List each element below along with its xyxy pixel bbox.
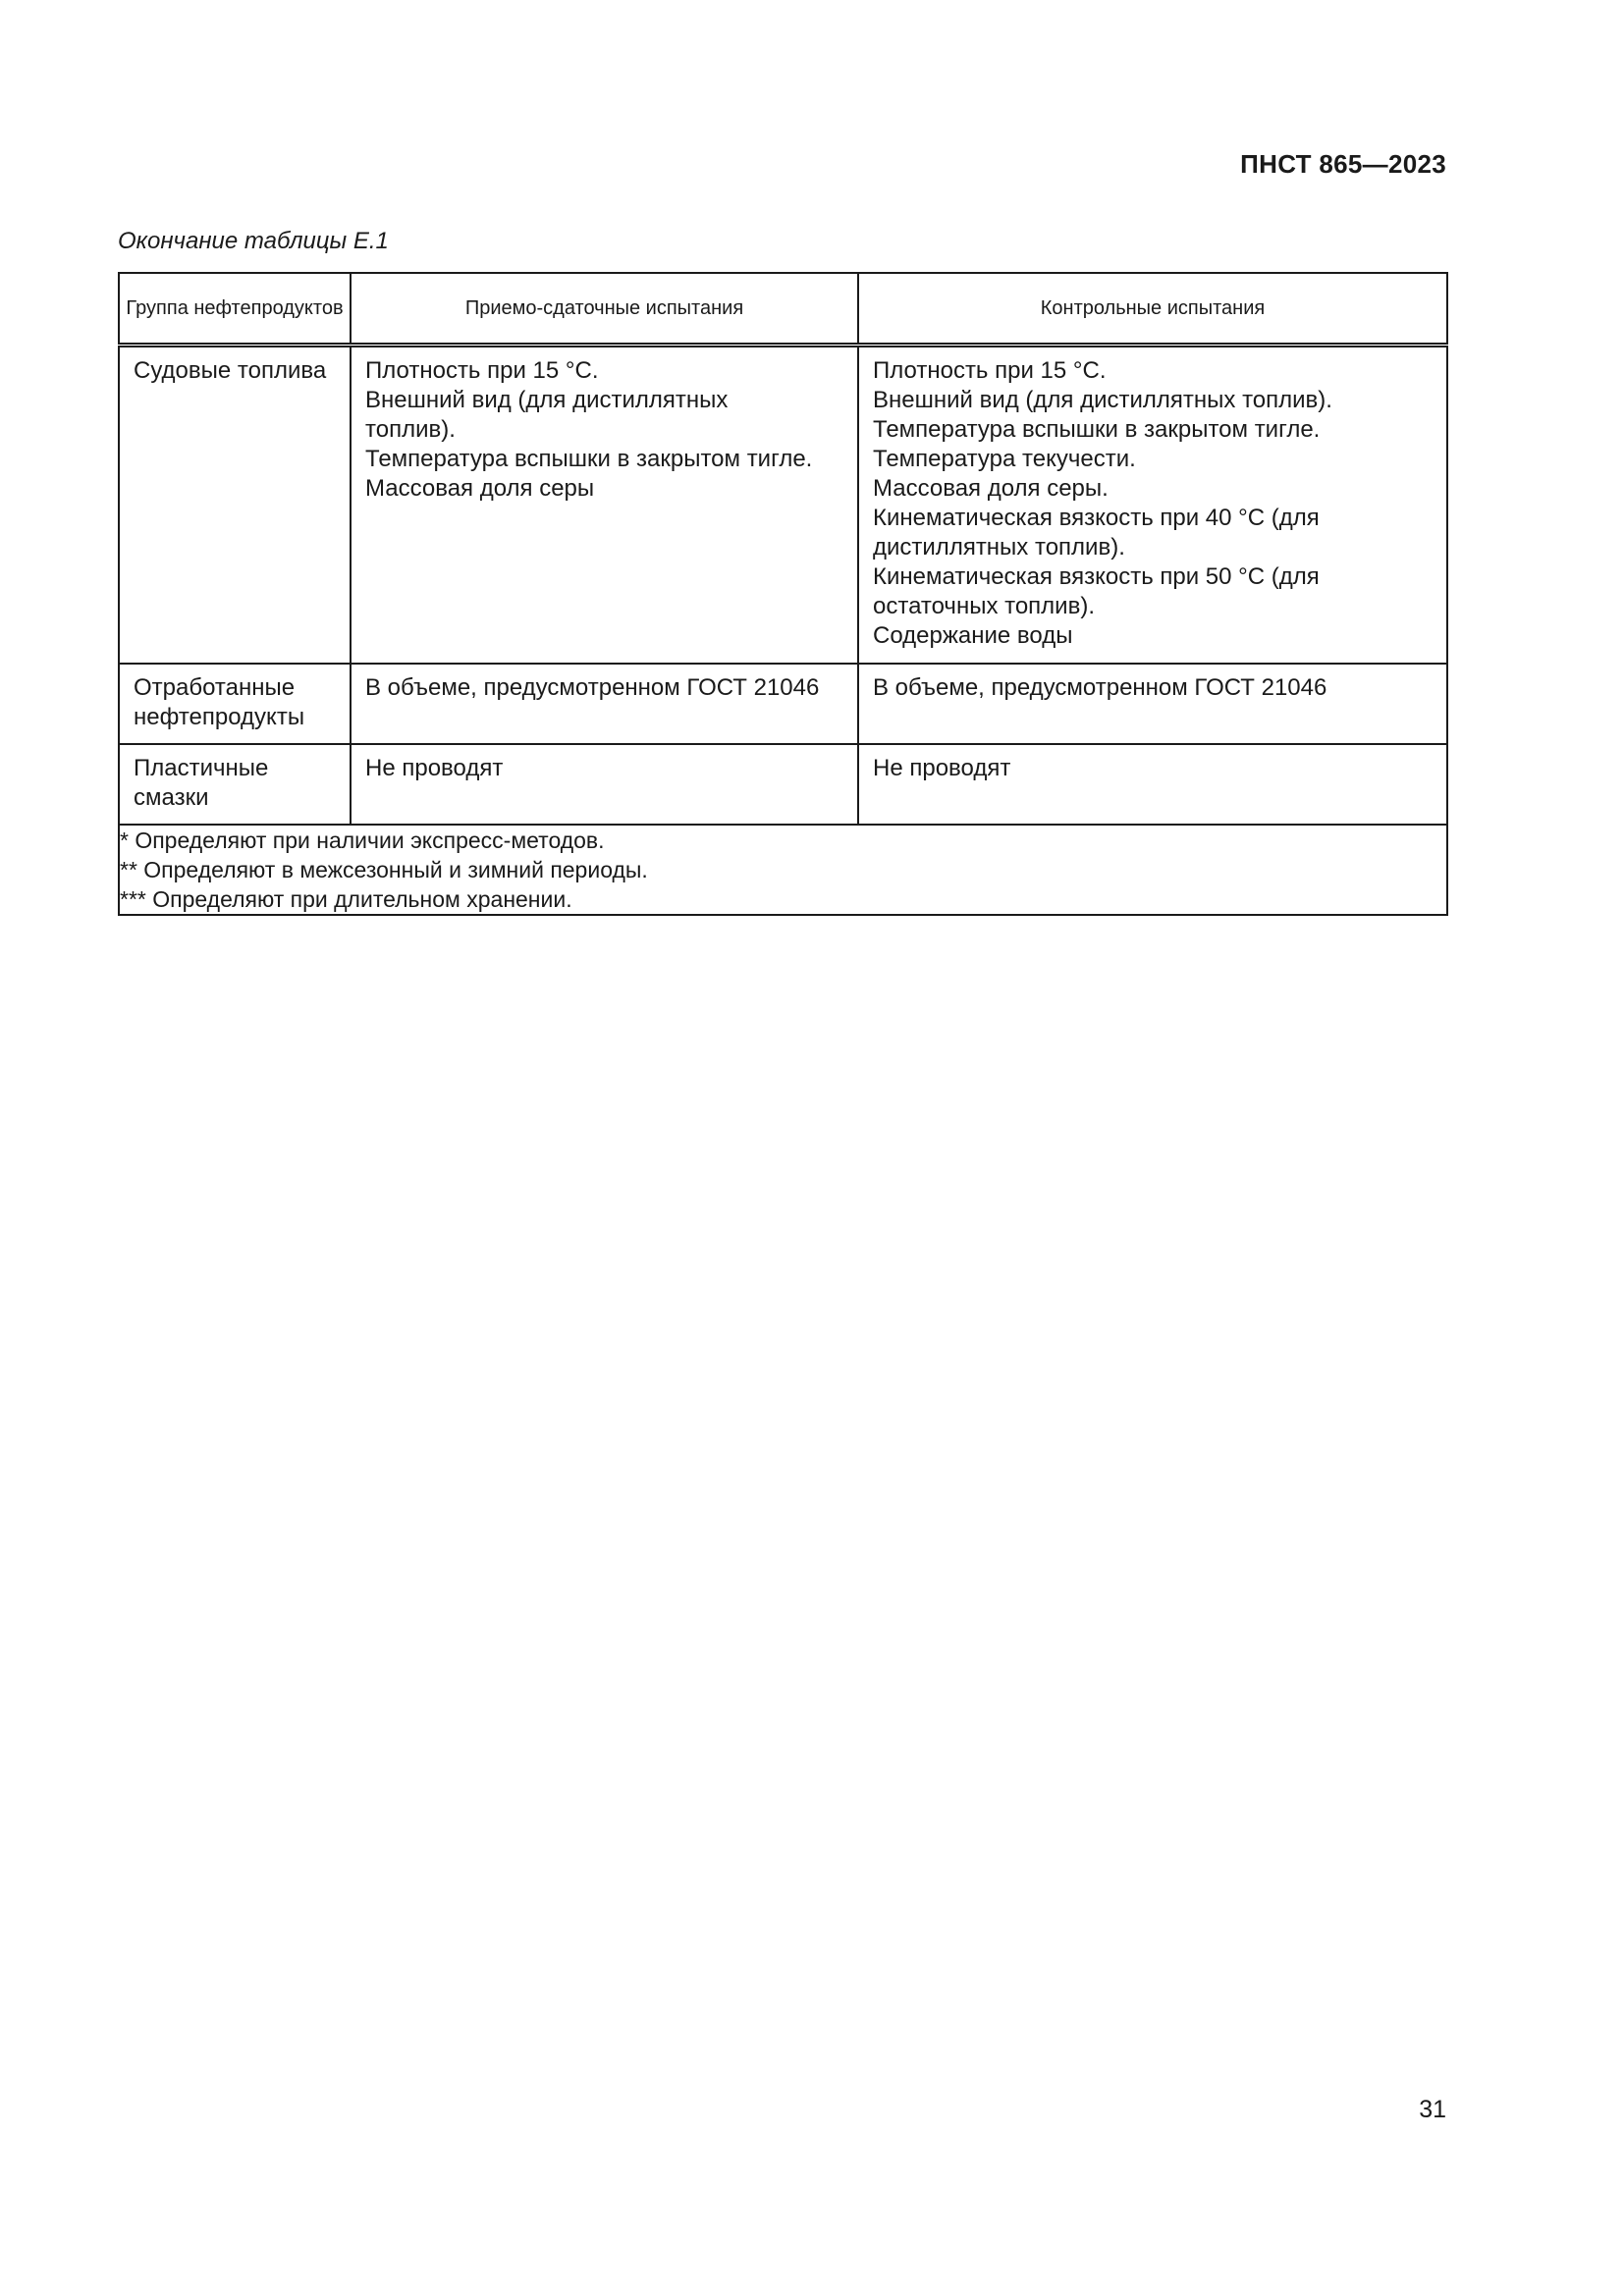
acceptance-item: топлив). [365,416,456,443]
control-item: Кинематическая вязкость при 40 °С (для [873,505,1320,531]
group-cell [119,744,351,825]
column-header-control: Контрольные испытания [858,273,1447,346]
document-code: ПНСТ 865—2023 [1240,149,1446,179]
control-item: Плотность при 15 °С. [873,357,1107,384]
control-cell [858,346,1447,664]
column-header-group: Группа нефтепродуктов [119,273,351,346]
control-item: Не проводят [873,754,1011,781]
footnote: * Определяют при наличии экспресс-методов. [120,827,605,853]
table-notes-row [119,825,1447,915]
group-label: Пластичные смазки [134,754,269,811]
control-cell [858,744,1447,825]
footnote: ** Определяют в межсезонный и зимний периоды. [120,856,648,882]
page-number: 31 [1419,2096,1446,2123]
acceptance-item: В объеме, предусмотренном ГОСТ 21046 [365,673,820,701]
table-row [119,744,1447,825]
acceptance-cell [351,346,858,664]
tests-table [118,272,1448,916]
control-item: дистиллятных топлив). [873,534,1125,561]
control-item: Температура вспышки в закрытом тигле. [873,416,1321,443]
acceptance-item: Массовая доля серы [365,475,595,502]
control-item: В объеме, предусмотренном ГОСТ 21046 [873,673,1327,701]
control-item: остаточных топлив). [873,593,1095,619]
table-caption: Окончание таблицы Е.1 [118,228,389,254]
control-item: Содержание воды [873,622,1073,649]
control-item: Массовая доля серы. [873,475,1109,502]
acceptance-item: Внешний вид (для дистиллятных [365,387,729,413]
table-row [119,664,1447,744]
group-cell [119,664,351,744]
group-label: Судовые топлива [134,357,327,384]
control-item: Кинематическая вязкость при 50 °С (для [873,563,1320,590]
notes-cell [119,825,1447,915]
footnote: *** Определяют при длительном хранении. [120,885,572,912]
table-row [119,346,1447,664]
acceptance-cell [351,744,858,825]
control-item: Температура текучести. [873,446,1136,472]
acceptance-cell [351,664,858,744]
acceptance-item: Температура вспышки в закрытом тигле. [365,446,813,472]
acceptance-item: Не проводят [365,754,504,781]
control-item: Внешний вид (для дистиллятных топлив). [873,387,1332,413]
table-header-row [119,273,1447,346]
acceptance-item: Плотность при 15 °С. [365,357,599,384]
group-label: Отработанные нефтепродукты [134,673,305,730]
column-header-acceptance: Приемо-сдаточные испытания [351,273,858,346]
control-cell [858,664,1447,744]
group-cell [119,346,351,664]
